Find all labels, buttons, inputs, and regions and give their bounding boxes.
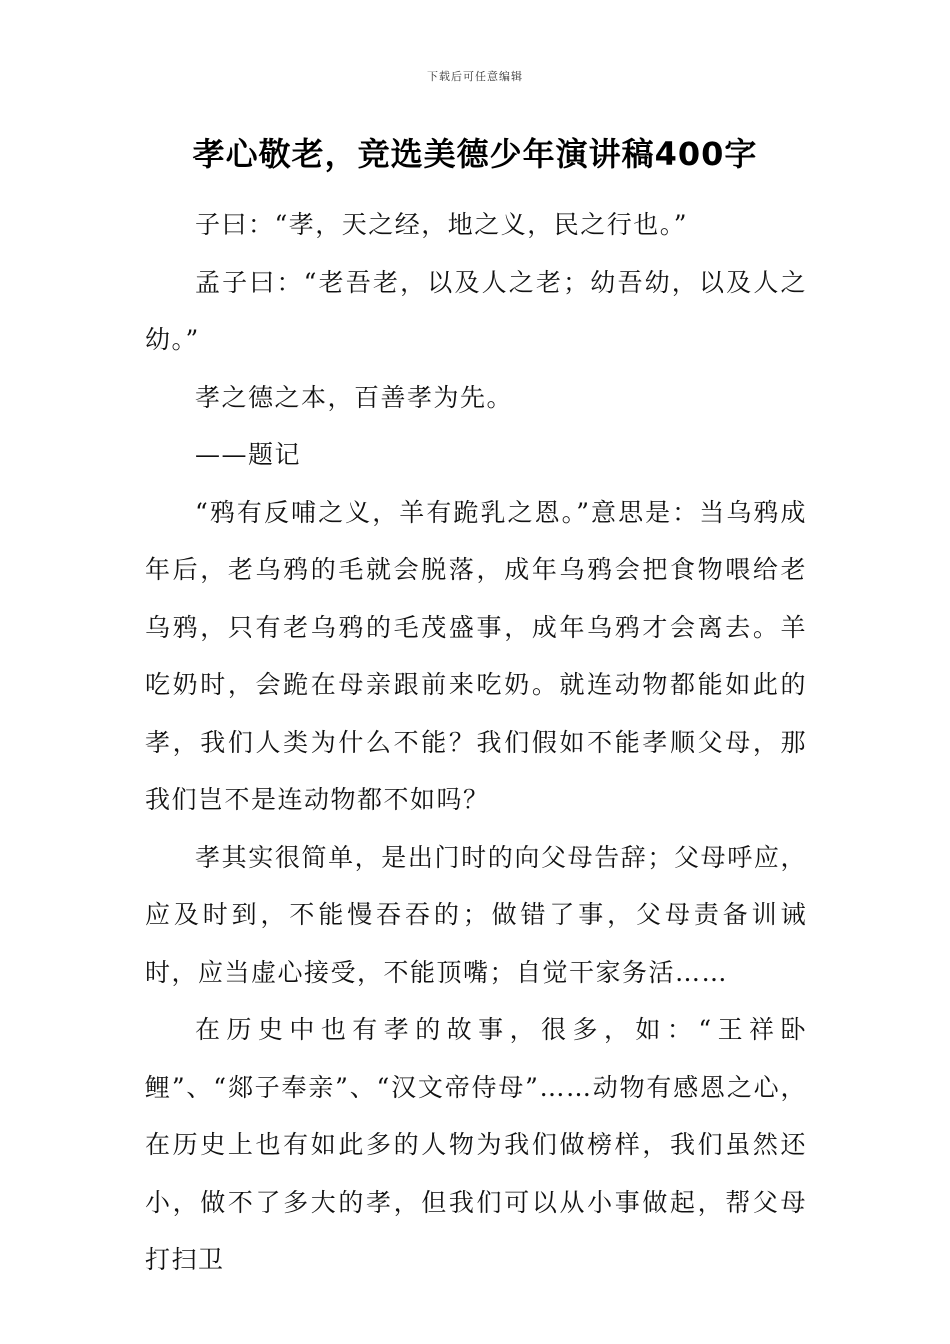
paragraph-3: 孝之德之本，百善孝为先。	[195, 382, 514, 412]
paragraph-2: 孟子曰：“老吾老，以及人之老；幼吾幼，以及人之幼。”	[145, 267, 807, 354]
paragraph-6: 孝其实很简单，是出门时的向父母告辞；父母呼应，应及时到，不能慢吞吞的；做错了事，父母责备训诫时，应当虚心接受，不能顶嘴；自觉干家务活……	[145, 842, 807, 987]
paragraph-4: ——题记	[195, 440, 302, 469]
paragraph-1: 子曰：“孝，天之经，地之义，民之行也。”	[195, 210, 689, 239]
paragraph-5: “鸦有反哺之义，羊有跪乳之恩。”意思是：当乌鸦成年后，老乌鸦的毛就会脱落，成年乌鸦会把食物喂给老乌鸦，只有老乌鸦的毛茂盛事，成年乌鸦才会离去。羊吃奶时，会跪在母亲跟前来吃奶。就连动物都能如此的孝，我们人类为什么不能？我们假如不能孝顺父母，那我们岂不是连动物都不如吗？	[145, 497, 807, 814]
document-body	[145, 196, 807, 1289]
header-note: 下载后可任意编辑	[427, 70, 523, 83]
paragraph-7: 在历史中也有孝的故事，很多，如：“王祥卧鲤”、“郯子奉亲”、“汉文帝侍母”……动物有感恩之心，在历史上也有如此多的人物为我们做榜样，我们虽然还小，做不了多大的孝，但我们可以从小事做起，帮父母打扫卫	[145, 1015, 807, 1274]
document-title: 孝心敬老，竞选美德少年演讲稿400字	[192, 135, 758, 173]
